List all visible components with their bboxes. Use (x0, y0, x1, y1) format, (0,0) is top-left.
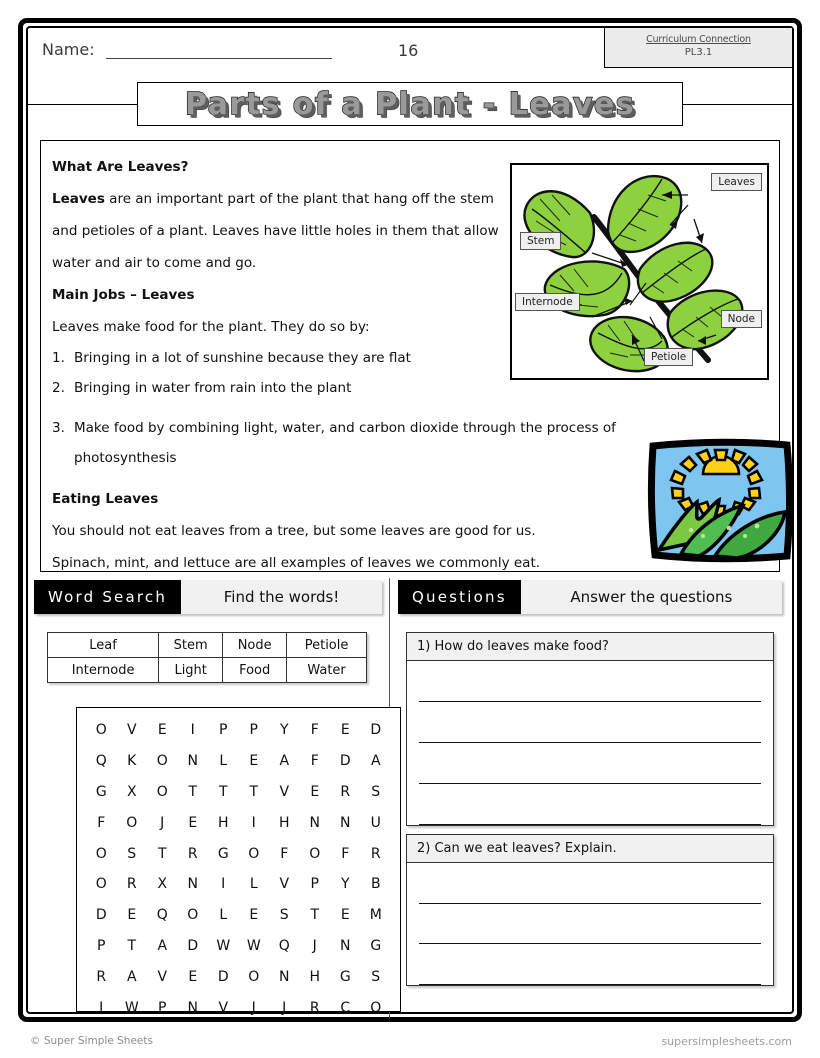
list-text-1: Bringing in a lot of sunshine because they are flat (74, 350, 411, 366)
word-search-letter[interactable]: R (96, 968, 107, 985)
word-search-letter[interactable]: V (218, 999, 229, 1016)
word-search-letter[interactable]: N (187, 753, 198, 770)
diagram-label-leaves: Leaves (711, 173, 762, 191)
word-search-letter[interactable]: S (371, 968, 381, 985)
word-search-letter[interactable]: K (127, 753, 137, 770)
question-block-1 (406, 632, 774, 826)
answer-line[interactable] (419, 904, 761, 945)
word-list-row (48, 658, 367, 683)
word-search-letter[interactable]: O (156, 783, 168, 800)
answer-line[interactable] (419, 743, 761, 784)
question-prompt-1: 1) How do leaves make food? (407, 633, 773, 661)
page-number: 16 (398, 41, 419, 60)
word-search-row (86, 992, 391, 1023)
word-search-letter[interactable]: J (312, 937, 317, 954)
word-search-row (86, 961, 391, 992)
word-search-letter[interactable]: N (340, 814, 351, 831)
worksheet-header (28, 28, 792, 78)
diagram-label-petiole: Petiole (644, 348, 693, 366)
word-search-letter[interactable]: M (369, 907, 382, 924)
word-search-row (86, 931, 391, 962)
word-search-letter[interactable]: E (249, 907, 259, 924)
reading-heading-3: Eating Leaves (52, 491, 159, 507)
word-search-letter[interactable]: N (279, 968, 290, 985)
reading-heading-1: What Are Leaves? (52, 159, 189, 175)
reading-list-item-2 (52, 373, 504, 403)
word-search-letter[interactable]: R (126, 876, 137, 893)
reading-list-item-3 (52, 413, 712, 473)
word-cell: Internode (48, 658, 159, 683)
word-search-letter[interactable]: H (278, 814, 290, 831)
word-search-letter[interactable]: Y (279, 722, 289, 739)
word-search-letter[interactable]: N (340, 937, 351, 954)
word-cell: Food (223, 658, 287, 683)
word-search-letter[interactable]: T (310, 907, 320, 924)
word-search-letter[interactable]: F (97, 814, 106, 831)
word-search-letter[interactable]: L (249, 876, 258, 893)
word-search-letter[interactable]: D (339, 753, 351, 770)
word-cell: Water (287, 658, 367, 683)
word-search-row (86, 746, 391, 777)
reading-lower-column (52, 413, 712, 579)
word-search-letter[interactable]: O (370, 999, 382, 1016)
answer-line[interactable] (419, 863, 761, 904)
word-search-letter[interactable]: O (248, 845, 260, 862)
word-search-letter[interactable]: E (249, 753, 259, 770)
reading-list-item-1 (52, 343, 504, 373)
answer-line[interactable] (419, 702, 761, 743)
question-block-2 (406, 834, 774, 986)
page-title: Parts of a Plant - Leaves (184, 86, 636, 122)
answer-line[interactable] (419, 661, 761, 702)
word-search-letter[interactable]: T (188, 783, 198, 800)
word-search-letter[interactable]: A (157, 937, 168, 954)
curriculum-connection-title: Curriculum Connection (646, 34, 751, 45)
reading-text-column (52, 151, 504, 403)
word-search-letter[interactable]: V (279, 876, 290, 893)
word-search-letter[interactable]: P (219, 722, 228, 739)
diagram-label-stem: Stem (520, 232, 561, 250)
footer-copyright: © Super Simple Sheets (30, 1035, 153, 1047)
word-search-letter[interactable]: R (187, 845, 198, 862)
word-search-letter[interactable]: I (190, 722, 195, 739)
reading-paragraph-2: Leaves make food for the plant. They do so by: (52, 319, 370, 335)
word-search-letter[interactable]: X (126, 783, 137, 800)
word-search-letter[interactable]: O (95, 722, 107, 739)
word-search-letter[interactable]: F (310, 722, 319, 739)
plant-diagram-illustration (512, 165, 767, 378)
answer-line[interactable] (419, 944, 761, 985)
word-search-letter[interactable]: D (95, 907, 107, 924)
word-search-letter[interactable]: G (370, 937, 382, 954)
curriculum-connection-code: PL3.1 (684, 47, 713, 58)
word-search-letter[interactable]: R (370, 845, 381, 862)
word-search-letter[interactable]: J (160, 814, 165, 831)
reading-paragraph-1 (52, 183, 504, 279)
word-search-letter[interactable]: T (127, 937, 137, 954)
name-input-line[interactable] (106, 58, 332, 59)
word-search-letter[interactable]: O (187, 907, 199, 924)
word-search-title: Word Search (34, 580, 181, 614)
word-search-letter[interactable]: T (218, 783, 228, 800)
word-search-letter[interactable]: J (251, 999, 256, 1016)
word-search-letter[interactable]: A (370, 753, 381, 770)
word-search-letter[interactable]: P (97, 937, 106, 954)
word-search-letter[interactable]: I (251, 814, 256, 831)
word-search-letter[interactable]: W (246, 937, 261, 954)
word-search-row (86, 900, 391, 931)
diagram-label-internode: Internode (515, 293, 580, 311)
word-search-grid[interactable] (76, 707, 401, 1016)
word-search-letter[interactable]: W (124, 999, 139, 1016)
word-search-letter[interactable]: O (95, 845, 107, 862)
word-search-letter[interactable]: E (340, 907, 350, 924)
word-search-letter[interactable]: N (187, 999, 198, 1016)
word-search-letter[interactable]: N (187, 876, 198, 893)
word-cell: Stem (159, 633, 223, 658)
footer-website: supersimplesheets.com (661, 1035, 792, 1048)
word-search-letter[interactable]: F (280, 845, 289, 862)
answer-area-2[interactable] (407, 863, 773, 985)
word-search-letter[interactable]: S (279, 907, 289, 924)
name-label: Name: (42, 40, 95, 59)
word-search-letter[interactable]: T (157, 845, 167, 862)
word-cell: Petiole (287, 633, 367, 658)
word-search-letter[interactable]: E (157, 722, 167, 739)
word-search-letter[interactable]: O (156, 753, 168, 770)
diagram-label-node: Node (721, 310, 762, 328)
question-prompt-2: 2) Can we eat leaves? Explain. (407, 835, 773, 863)
reading-heading-2: Main Jobs – Leaves (52, 287, 195, 303)
word-list-row (48, 633, 367, 658)
word-search-letter[interactable]: J (282, 999, 287, 1016)
word-search-letter[interactable]: P (249, 722, 258, 739)
word-search-letter[interactable]: E (310, 783, 320, 800)
word-search-letter[interactable]: U (370, 814, 381, 831)
word-search-letter[interactable]: H (309, 968, 321, 985)
word-search-header (34, 580, 382, 614)
worksheet-title-banner (137, 82, 683, 126)
list-number-1: 1. (52, 350, 65, 366)
word-search-letter[interactable]: D (217, 968, 229, 985)
word-search-letter[interactable]: V (279, 783, 290, 800)
word-search-letter[interactable]: O (248, 968, 260, 985)
word-search-letter[interactable]: D (187, 937, 199, 954)
curriculum-connection-box (604, 28, 792, 68)
word-search-letter[interactable]: R (340, 783, 351, 800)
word-cell: Light (159, 658, 223, 683)
word-search-letter[interactable]: Q (95, 753, 107, 770)
word-search-letter[interactable]: N (309, 814, 320, 831)
word-search-letter[interactable]: E (188, 968, 198, 985)
word-search-letter[interactable]: L (219, 907, 228, 924)
word-search-letter[interactable]: T (249, 783, 259, 800)
word-search-letter[interactable]: B (370, 876, 381, 893)
word-search-letter[interactable]: O (95, 876, 107, 893)
word-search-letter[interactable]: G (217, 845, 229, 862)
list-text-2: Bringing in water from rain into the plant (74, 380, 352, 396)
word-search-letter[interactable]: F (341, 845, 350, 862)
word-search-letter[interactable]: O (309, 845, 321, 862)
word-search-letter[interactable]: E (340, 722, 350, 739)
word-cell: Node (223, 633, 287, 658)
word-search-letter[interactable]: S (371, 783, 381, 800)
answer-area-1[interactable] (407, 661, 773, 825)
word-search-letter[interactable]: Q (156, 907, 168, 924)
word-search-row (86, 715, 391, 746)
word-search-letter[interactable]: O (126, 814, 138, 831)
list-text-3: Make food by combining light, water, and carbon dioxide through the process of photosynthesis (74, 420, 616, 466)
word-search-letter[interactable]: I (221, 876, 226, 893)
word-cell: Leaf (48, 633, 159, 658)
list-number-2: 2. (52, 380, 65, 396)
reading-paragraph-1-rest: are an important part of the plant that hang off the stem and petioles of a plant. Leaves have little holes in them that allow water and air to come and go. (52, 191, 499, 271)
word-search-row (86, 869, 391, 900)
word-search-letter[interactable]: V (157, 968, 168, 985)
word-search-letter[interactable]: F (310, 753, 319, 770)
questions-instruction: Answer the questions (521, 580, 782, 614)
reading-paragraph-1-bold: Leaves (52, 191, 105, 207)
word-search-letter[interactable]: V (126, 722, 137, 739)
reading-passage-box (40, 140, 780, 572)
word-search-letter[interactable]: A (126, 968, 137, 985)
questions-header (398, 580, 782, 614)
word-search-row (86, 838, 391, 869)
word-search-letter[interactable]: G (339, 968, 351, 985)
plant-diagram (510, 163, 769, 380)
list-number-3: 3. (52, 420, 65, 436)
answer-line[interactable] (419, 784, 761, 825)
word-search-section (34, 580, 382, 1014)
word-search-letter[interactable]: L (219, 753, 228, 770)
word-search-letter[interactable]: W (216, 937, 231, 954)
sun-and-leaves-illustration (645, 436, 795, 564)
word-search-letter[interactable]: I (99, 999, 104, 1016)
word-search-letter[interactable]: D (370, 722, 382, 739)
word-search-letter[interactable]: R (309, 999, 320, 1016)
questions-section (398, 580, 782, 1014)
word-search-letter[interactable]: P (310, 876, 319, 893)
word-search-letter[interactable]: Y (340, 876, 350, 893)
word-search-letter[interactable]: C (340, 999, 351, 1016)
word-search-letter[interactable]: X (157, 876, 168, 893)
word-search-row (86, 777, 391, 808)
word-search-letter[interactable]: P (158, 999, 167, 1016)
reading-paragraph-3: You should not eat leaves from a tree, but some leaves are good for us. (52, 523, 536, 539)
word-search-letter[interactable]: Q (278, 937, 290, 954)
word-search-letter[interactable]: E (127, 907, 137, 924)
reading-paragraph-4: Spinach, mint, and lettuce are all examples of leaves we commonly eat. (52, 555, 541, 571)
word-search-letter[interactable]: H (217, 814, 229, 831)
word-search-row (86, 807, 391, 838)
word-search-letter[interactable]: A (279, 753, 290, 770)
questions-title: Questions (398, 580, 521, 614)
word-search-instruction: Find the words! (181, 580, 382, 614)
word-list-table (47, 632, 367, 683)
word-search-letter[interactable]: S (127, 845, 137, 862)
word-search-letter[interactable]: G (95, 783, 107, 800)
word-search-letter[interactable]: E (188, 814, 198, 831)
